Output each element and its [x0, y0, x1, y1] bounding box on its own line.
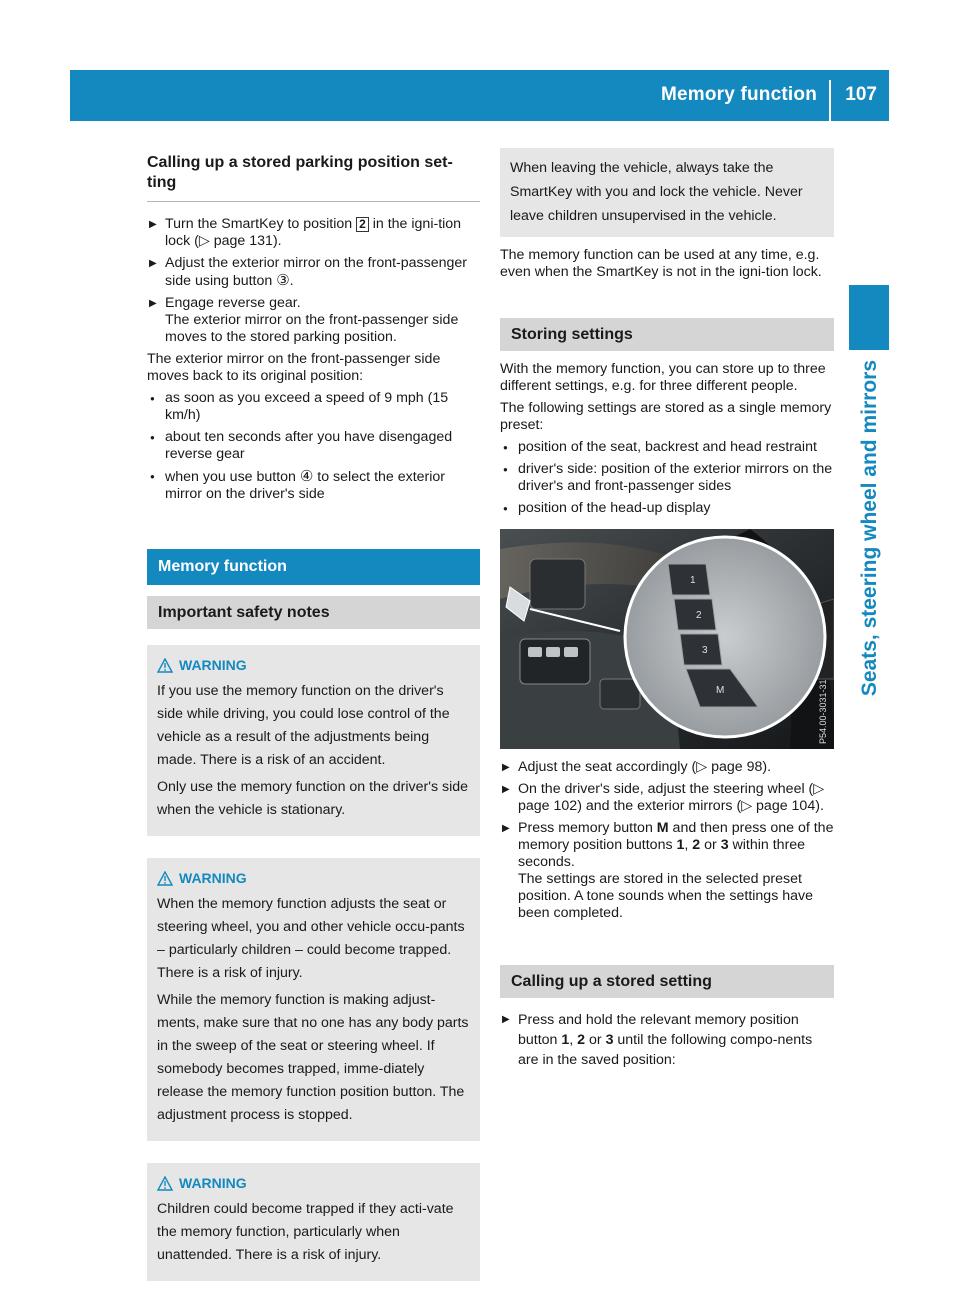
warning-header: WARNING [157, 870, 470, 887]
warning-triangle-icon [157, 1176, 173, 1191]
step-turn-smartkey: ▶ Turn the SmartKey to position 2 in the igni-tion lock (▷ page 131). [147, 216, 480, 250]
list-item: ● position of the seat, backrest and head restraint [500, 439, 834, 456]
key-position-icon: 2 [356, 217, 369, 232]
step-press-memory: ▶ Press memory button M and then press one of the memory position buttons 1, 2 or 3 within three seconds. The settings are stored in the selected preset position. A tone sounds when the settings have been completed. [500, 820, 834, 922]
header-divider [829, 80, 831, 121]
subsection-title-safety: Important safety notes [147, 596, 480, 629]
list-item: ● about ten seconds after you have disengaged reverse gear [147, 429, 480, 463]
header-title: Memory function [660, 84, 817, 105]
paragraph-preset: The following settings are stored as a single memory preset: [500, 400, 832, 433]
page-ref-link[interactable]: ▷ page 104 [741, 798, 816, 814]
warning-box [147, 858, 480, 1141]
figure-code: P54.00-3031-31 [818, 679, 828, 744]
list-item: ● position of the head-up display [500, 500, 834, 517]
page-ref-link[interactable]: ▷ page 131 [198, 233, 273, 249]
warning-text: When the memory function adjusts the seat or steering wheel, you and other vehicle occu-pants – particularly children – could become trapped. There is a risk of injury. [157, 896, 465, 981]
paragraph-storing: With the memory function, you can store up to three different settings, e.g. for three different people. [500, 361, 826, 394]
list-item: ● driver's side: position of the exterior mirrors on the driver's and front-passenger sides [500, 461, 834, 495]
warning-text: While the memory function is making adjust-ments, make sure that no one has any body parts in the sweep of the seat or steering wheel. If somebody becomes trapped, imme-diately release the memory function position button. The adjustment process is stopped. [157, 992, 469, 1123]
right-column [500, 148, 834, 1075]
memory-button-3: 3 [702, 645, 708, 656]
chapter-label [851, 360, 887, 740]
step-adjust-seat: ▶ Adjust the seat accordingly (▷ page 98). [500, 759, 834, 776]
note-box: When leaving the vehicle, always take the SmartKey with you and lock the vehicle. Never leave children unsupervised in the vehicle. [500, 148, 834, 237]
warning-triangle-icon [157, 658, 173, 673]
warning-box [147, 645, 480, 836]
chapter-tab [849, 285, 889, 350]
warning-header: WARNING [157, 657, 470, 674]
page-ref-link[interactable]: ▷ page 102 [518, 781, 825, 814]
warning-text: Only use the memory function on the driver's side when the vehicle is stationary. [157, 779, 469, 818]
step-press-hold: ▶ Press and hold the relevant memory position button 1, 2 or 3 until the following compo-nents are in the saved position: [500, 1010, 834, 1070]
warning-box [147, 1163, 480, 1281]
section-heading-parking: Calling up a stored parking position set-ting [147, 153, 480, 202]
chapter-label-text: Seats, steering wheel and mirrors [857, 360, 881, 697]
list-item: ● as soon as you exceed a speed of 9 mph (15 km/h) [147, 390, 480, 424]
left-column [147, 148, 480, 1281]
page-ref-link[interactable]: ▷ page 98 [696, 759, 763, 775]
subsection-title-calling: Calling up a stored setting [500, 965, 834, 998]
button-3-icon: ③ [276, 272, 290, 289]
section-title-memory-function: Memory function [147, 549, 480, 585]
page-number: 107 [845, 84, 877, 105]
warning-header: WARNING [157, 1175, 470, 1192]
list-item: ● when you use button ④ to select the exterior mirror on the driver's side [147, 468, 480, 503]
paragraph-memory-anytime: The memory function can be used at any time, e.g. even when the SmartKey is not in the igni-tion lock. [500, 247, 822, 280]
door-panel-illustration [500, 529, 834, 749]
button-4-icon: ④ [299, 468, 314, 485]
warning-text: If you use the memory function on the driver's side while driving, you could lose control of the vehicle as a result of the adjustments being made. There is a risk of an accident. [157, 683, 450, 768]
paragraph-mirror-return: The exterior mirror on the front-passenger side moves back to its original position: [147, 351, 441, 384]
memory-button-1: 1 [690, 575, 696, 586]
step-adjust-steering: ▶ On the driver's side, adjust the steering wheel (▷ page 102) and the exterior mirrors (▷ page 104). [500, 781, 834, 815]
warning-text: Children could become trapped if they acti-vate the memory function, particularly when unattended. There is a risk of injury. [157, 1201, 454, 1263]
step-adjust-mirror: ▶ Adjust the exterior mirror on the front-passenger side using button ③. [147, 255, 480, 290]
page-header [70, 70, 889, 121]
memory-button-m: M [716, 685, 725, 696]
step-reverse-gear: ▶ Engage reverse gear. The exterior mirror on the front-passenger side moves to the stored parking position. [147, 295, 480, 346]
door-panel-photo [500, 529, 834, 749]
subsection-title-storing: Storing settings [500, 318, 834, 351]
warning-triangle-icon [157, 871, 173, 886]
memory-button-2: 2 [696, 610, 702, 621]
